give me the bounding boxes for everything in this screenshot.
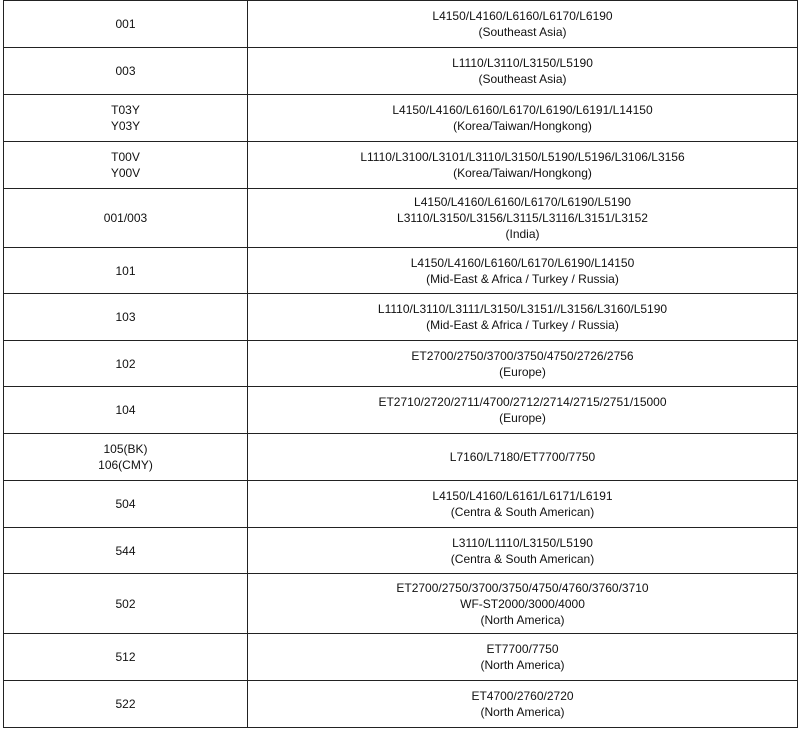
code-text: 106(CMY) [98, 458, 153, 472]
code-cell [4, 681, 248, 728]
code-text: 105(BK) [103, 442, 148, 456]
models-text: (India) [505, 227, 540, 241]
models-cell [248, 634, 798, 681]
models-cell [248, 681, 798, 728]
models-cell [248, 481, 798, 528]
models-text: (North America) [480, 612, 565, 627]
table-row [4, 95, 798, 142]
table-row [4, 481, 798, 528]
models-text: L4150/L4160/L6161/L6171/L6191 [432, 489, 613, 503]
code-cell [4, 481, 248, 528]
table-row [4, 294, 798, 341]
models-text: (Centra & South American) [450, 505, 595, 519]
code-text: Y00V [110, 166, 141, 180]
table-row [4, 434, 798, 481]
code-cell [4, 387, 248, 434]
ink-compatibility-table [3, 0, 798, 728]
table-row [4, 528, 798, 574]
code-text: 001/003 [103, 211, 148, 225]
models-text: (Southeast Asia) [478, 72, 567, 86]
code-text: 504 [115, 497, 136, 511]
table-row [4, 681, 798, 728]
table-row [4, 574, 798, 634]
models-cell [248, 189, 798, 248]
models-text: L3110/L3150/L3156/L3115/L3116/L3151/L3152 [397, 211, 648, 225]
models-cell [248, 528, 798, 574]
code-cell [4, 434, 248, 481]
code-text: Y03Y [110, 119, 141, 133]
code-text: 522 [115, 697, 136, 711]
models-cell [248, 95, 798, 142]
models-cell [248, 574, 798, 634]
models-text: ET2700/2750/3700/3750/4750/4760/3760/3710 [396, 580, 649, 595]
code-text: 003 [115, 64, 136, 78]
table-row [4, 48, 798, 95]
models-cell [248, 248, 798, 294]
code-cell [4, 1, 248, 48]
table-row [4, 634, 798, 681]
models-cell [248, 142, 798, 189]
models-text: L3110/L1110/L3150/L5190 [452, 535, 593, 550]
code-text: T03Y [111, 103, 140, 117]
models-text: (North America) [480, 705, 565, 719]
models-text: L4150/L4160/L6160/L6170/L6190/L6191/L14150 [392, 103, 653, 117]
code-cell [4, 248, 248, 294]
models-cell [248, 48, 798, 95]
models-text: L4150/L4160/L6160/L6170/L6190/L14150 [410, 255, 635, 270]
code-cell [4, 294, 248, 341]
models-cell [248, 294, 798, 341]
table-row [4, 189, 798, 248]
table-row [4, 387, 798, 434]
code-text: 502 [115, 596, 136, 611]
code-text: 102 [115, 356, 136, 371]
models-text: L1110/L3110/L3111/L3150/L3151//L3156/L3160/L5190 [377, 302, 668, 316]
code-text: 512 [115, 650, 136, 664]
code-cell [4, 142, 248, 189]
models-text: ET2700/2750/3700/3750/4750/2726/2756 [411, 348, 634, 363]
models-text: (North America) [480, 658, 565, 672]
models-text: L1110/L3110/L3150/L5190 [452, 56, 593, 70]
code-text: 544 [115, 543, 136, 558]
code-cell [4, 189, 248, 248]
code-text: T00V [111, 150, 140, 164]
code-text: 103 [115, 310, 136, 324]
models-text: (Southeast Asia) [478, 25, 567, 39]
code-cell [4, 528, 248, 574]
code-cell [4, 634, 248, 681]
models-text: (Europe) [499, 411, 546, 425]
code-cell [4, 574, 248, 634]
table-row [4, 341, 798, 387]
code-text: 104 [115, 403, 136, 417]
table-row [4, 1, 798, 48]
code-cell [4, 341, 248, 387]
models-text: (Europe) [499, 364, 546, 379]
table-body [4, 1, 798, 728]
models-text: (Korea/Taiwan/Hongkong) [453, 119, 592, 133]
code-cell [4, 95, 248, 142]
models-text: (Korea/Taiwan/Hongkong) [453, 166, 592, 180]
code-cell [4, 48, 248, 95]
models-text: L4150/L4160/L6160/L6170/L6190/L5190 [414, 195, 631, 209]
models-text: L1110/L3100/L3101/L3110/L3150/L5190/L5196/L3106/L3156 [360, 150, 685, 164]
code-text: 101 [115, 263, 136, 278]
table-row [4, 248, 798, 294]
models-text: (Centra & South American) [450, 551, 595, 566]
models-text: ET2710/2720/2711/4700/2712/2714/2715/2751/15000 [378, 395, 667, 409]
models-cell [248, 387, 798, 434]
models-text: (Mid-East & Africa / Turkey / Russia) [426, 271, 619, 286]
models-text: WF-ST2000/3000/4000 [460, 596, 585, 611]
code-text: 001 [115, 17, 136, 31]
models-text: L4150/L4160/L6160/L6170/L6190 [432, 9, 613, 23]
models-text: ET7700/7750 [486, 642, 559, 656]
models-text: L7160/L7180/ET7700/7750 [449, 450, 596, 464]
models-text: (Mid-East & Africa / Turkey / Russia) [426, 318, 619, 332]
models-cell [248, 434, 798, 481]
table-row [4, 142, 798, 189]
models-text: ET4700/2760/2720 [471, 689, 574, 703]
models-cell [248, 341, 798, 387]
models-cell [248, 1, 798, 48]
